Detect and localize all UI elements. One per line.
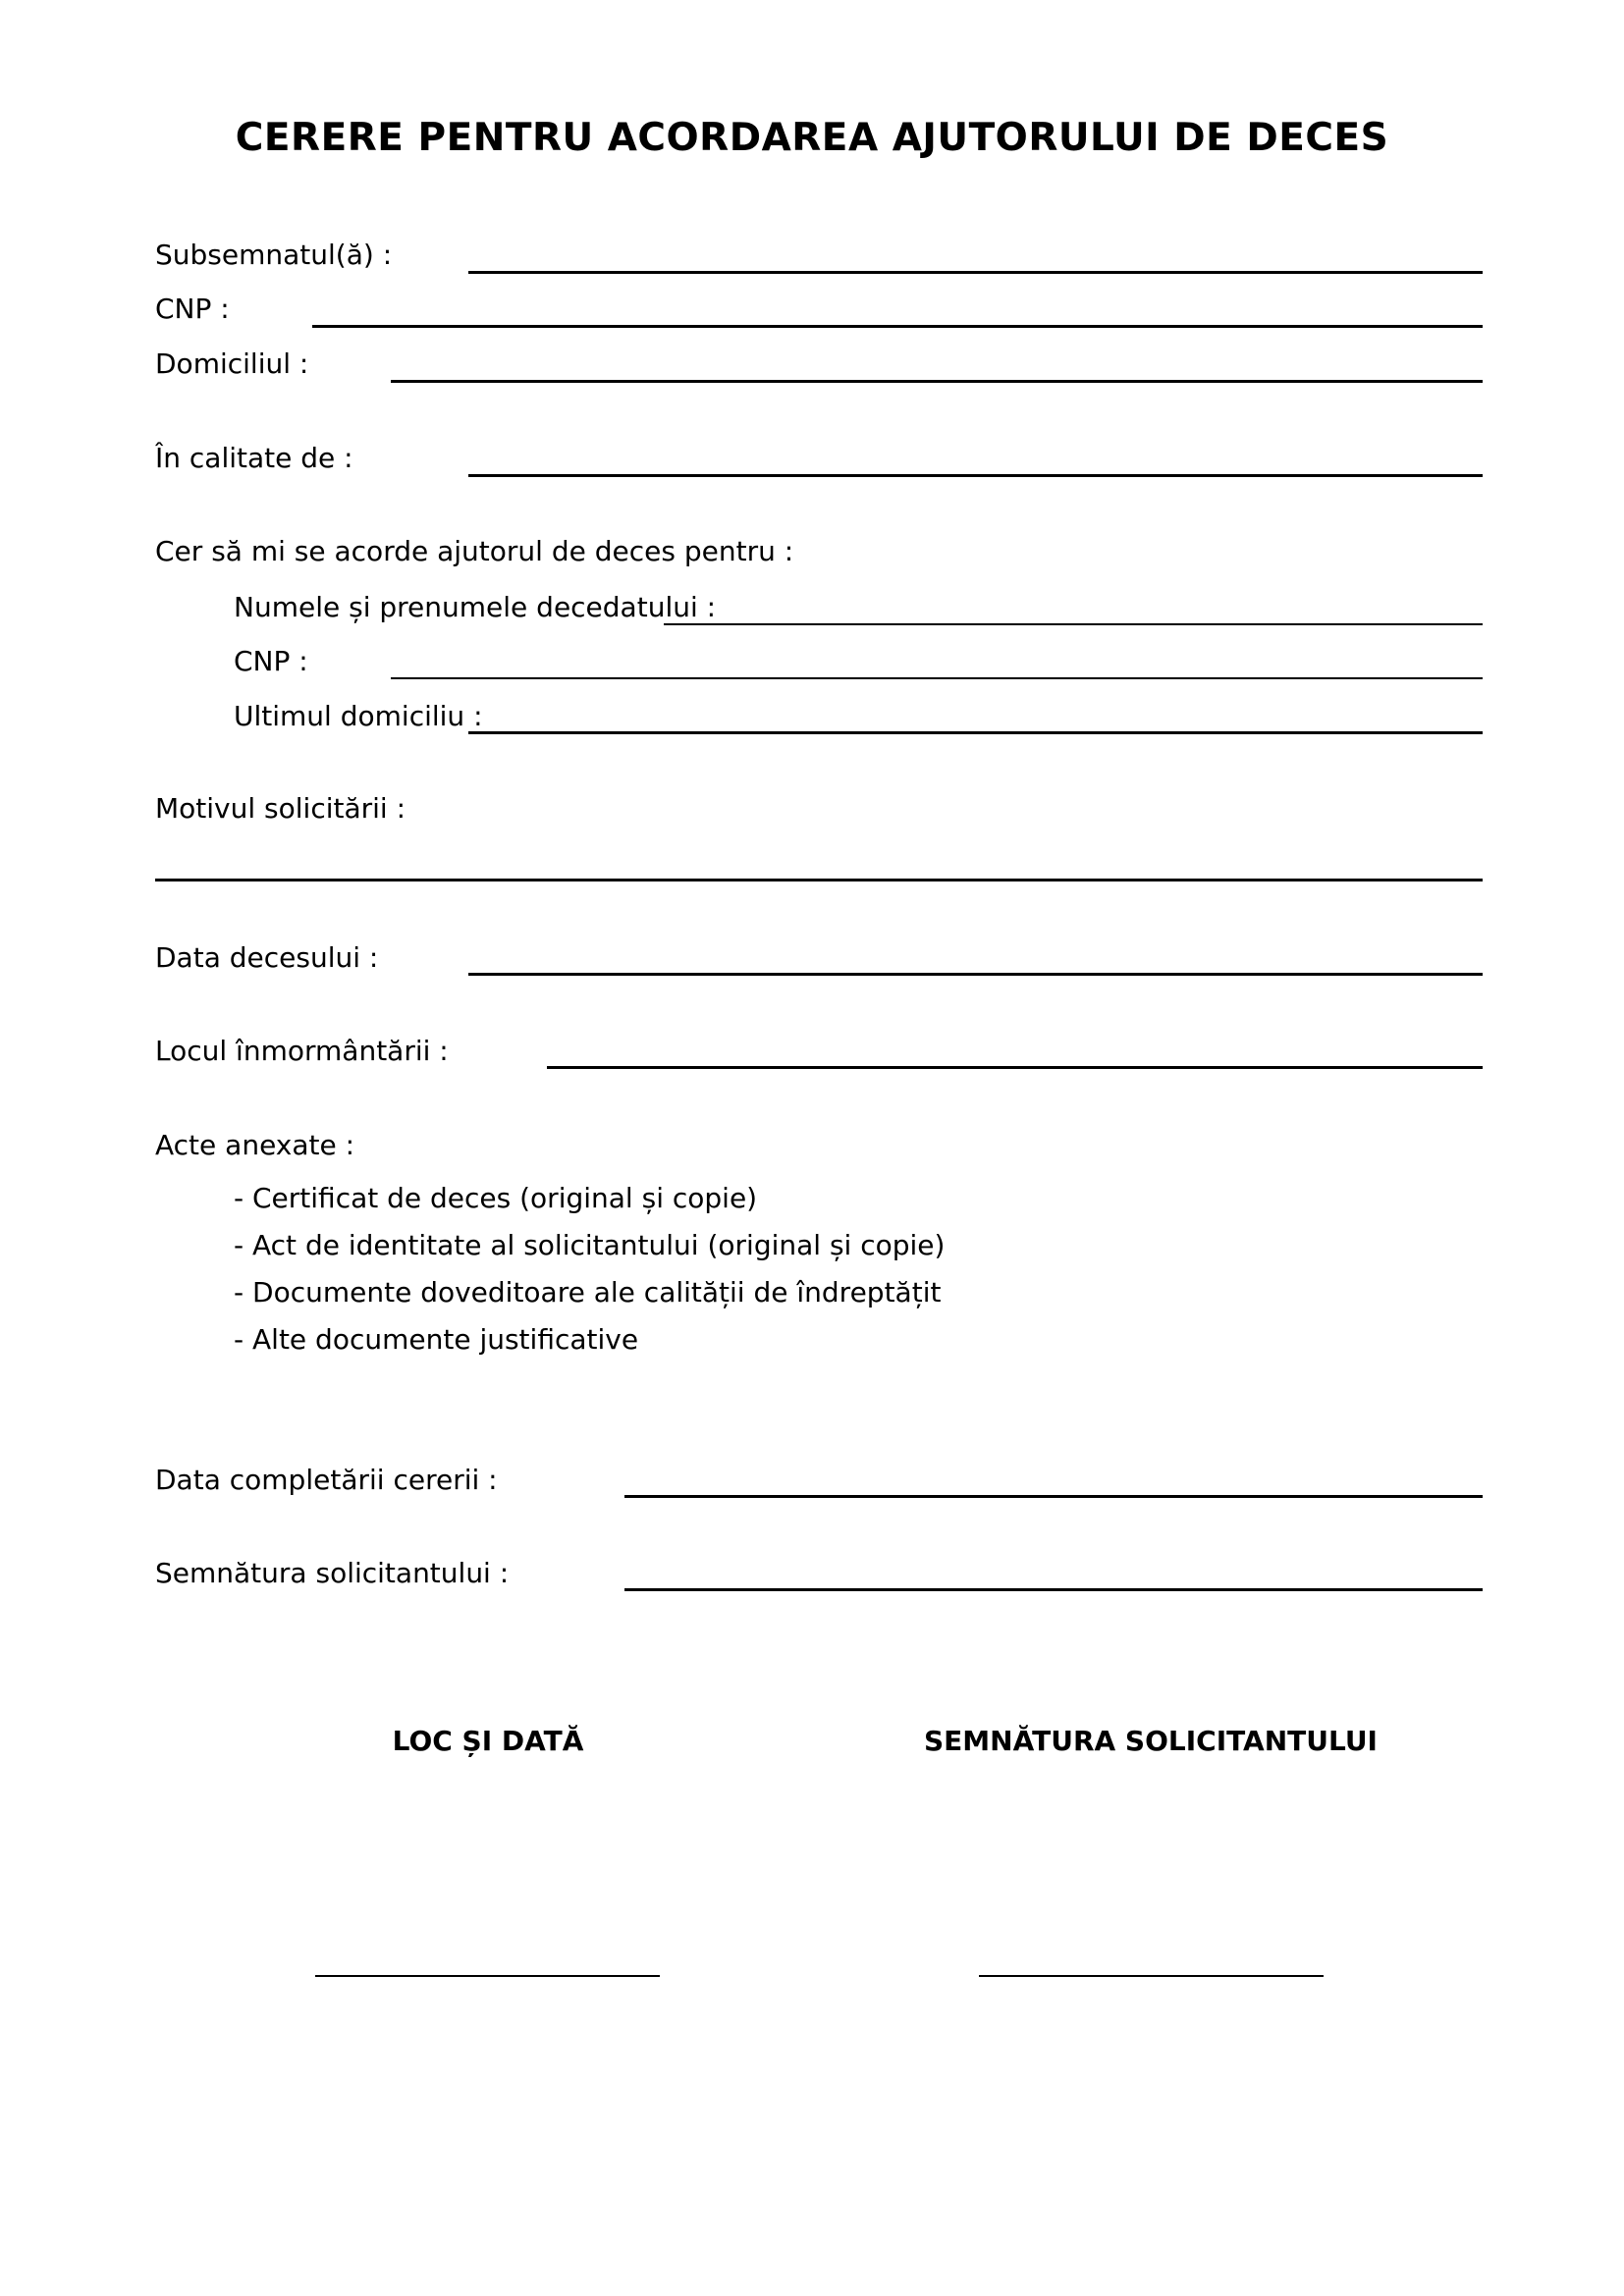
completion-date-label: Data completării cererii : <box>155 1464 498 1496</box>
signature-field[interactable] <box>624 1588 1483 1591</box>
attachments-label: Acte anexate : <box>155 1129 355 1161</box>
completion-date-field[interactable] <box>624 1495 1483 1498</box>
burial-place-label: Locul înmormântării : <box>155 1035 449 1067</box>
deceased-cnp-field[interactable] <box>391 677 1483 679</box>
attachment-item: - Act de identitate al solicitantului (original și copie) <box>234 1229 946 1261</box>
deceased-last-address-field[interactable] <box>468 731 1483 734</box>
request-intro-text: Cer să mi se acorde ajutorul de deces pentru : <box>155 535 794 567</box>
applicant-address-field[interactable] <box>391 380 1483 383</box>
reason-field[interactable] <box>155 879 1483 881</box>
applicant-cnp-label: CNP : <box>155 293 230 325</box>
signature-label: Semnătura solicitantului : <box>155 1557 510 1589</box>
death-date-field[interactable] <box>468 973 1483 976</box>
form-title: CERERE PENTRU ACORDAREA AJUTORULUI DE DECES <box>235 116 1389 160</box>
applicant-capacity-label: În calitate de : <box>155 442 353 474</box>
signature-heading: SEMNĂTURA SOLICITANTULUI <box>924 1725 1378 1757</box>
applicant-name-label: Subsemnatul(ă) : <box>155 239 393 271</box>
deceased-last-address-label: Ultimul domiciliu : <box>234 700 483 732</box>
burial-place-field[interactable] <box>547 1066 1483 1069</box>
applicant-capacity-field[interactable] <box>468 474 1483 477</box>
attachment-item: - Documente doveditoare ale calității de îndreptățit <box>234 1276 942 1308</box>
deceased-name-label: Numele și prenumele decedatului : <box>234 591 717 623</box>
applicant-address-label: Domiciliul : <box>155 347 309 380</box>
applicant-cnp-field[interactable] <box>312 325 1483 328</box>
applicant-signature-line[interactable] <box>979 1975 1324 1977</box>
death-date-label: Data decesului : <box>155 941 379 974</box>
place-date-signature-line[interactable] <box>315 1975 660 1977</box>
reason-label: Motivul solicitării : <box>155 792 406 825</box>
applicant-name-field[interactable] <box>468 271 1483 274</box>
attachment-item: - Alte documente justificative <box>234 1323 639 1356</box>
deceased-cnp-label: CNP : <box>234 645 308 677</box>
deceased-name-field[interactable] <box>664 623 1483 625</box>
attachment-item: - Certificat de deces (original și copie) <box>234 1182 758 1214</box>
place-date-heading: LOC ȘI DATĂ <box>392 1725 584 1757</box>
